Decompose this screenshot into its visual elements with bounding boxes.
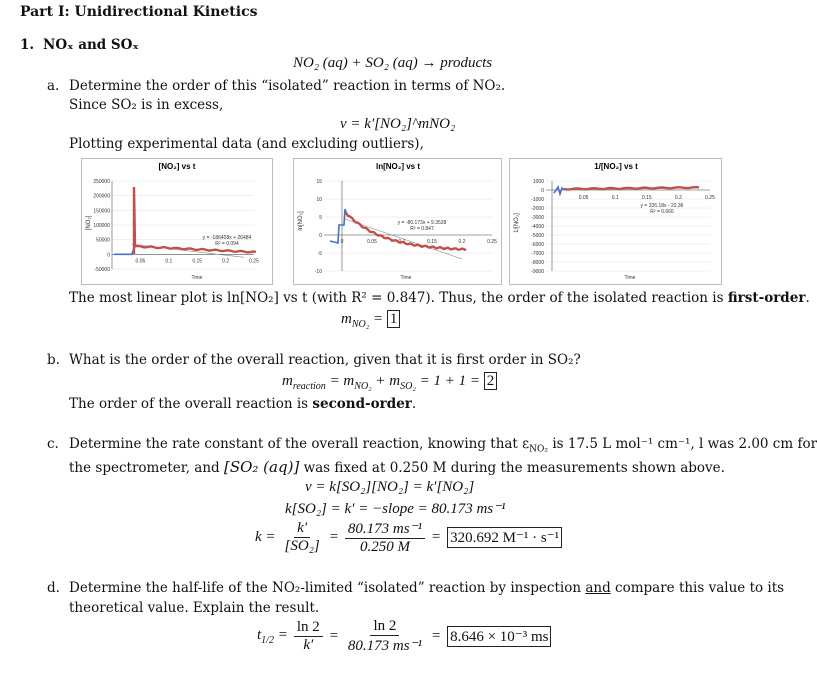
x-tick-label: 0.2 bbox=[674, 195, 682, 201]
series-early bbox=[554, 187, 565, 194]
chart-ylabel: [NO₂] bbox=[86, 215, 92, 231]
series-early bbox=[330, 209, 347, 243]
y-tick-label: 200000 bbox=[93, 193, 110, 200]
rate-law-equation: v = k′[NO₂]^mNO₂ bbox=[340, 116, 456, 132]
y-tick-label: 0 bbox=[541, 188, 544, 194]
question-c-letter: c. bbox=[47, 436, 59, 452]
y-tick-label: 5 bbox=[319, 215, 322, 221]
chart-ylabel: 1/[NO₂] bbox=[514, 213, 520, 233]
question-c-line1: Determine the rate constant of the overall reaction, knowing that $\varepsilon_{NO_2}$ is 17.5 L mol⁻¹ cm⁻¹, l was 2.00 cm for bbox=[69, 436, 817, 455]
x-tick-label: 0.15 bbox=[427, 239, 437, 245]
y-tick-label: -8000 bbox=[531, 260, 544, 266]
y-tick-label: -10 bbox=[314, 269, 322, 275]
chart-xlabel: Time bbox=[624, 275, 636, 281]
x-tick-label: 0.05 bbox=[578, 195, 589, 201]
x-tick-label: 0.05 bbox=[367, 239, 377, 245]
y-tick-label: -3000 bbox=[531, 215, 544, 221]
rate-equation: v = k[SO₂][NO₂] = k′[NO₂] bbox=[305, 479, 475, 495]
y-tick-label: 0 bbox=[319, 233, 322, 239]
overall-order-equation: $m_{reaction} = m_{NO_2} + m_{SO_2} = 1 + 1 = 2$ bbox=[282, 373, 497, 392]
y-tick-label: -2000 bbox=[531, 206, 544, 212]
y-tick-label: 0 bbox=[107, 252, 110, 259]
y-tick-label: -4000 bbox=[531, 224, 544, 230]
series-data bbox=[564, 187, 699, 189]
chart-title: [NO₂] vs t bbox=[158, 162, 196, 171]
question-a-since: Since SO₂ is in excess, bbox=[69, 97, 224, 113]
chart-ylabel: ln[NO₂] bbox=[298, 211, 304, 231]
series-data bbox=[346, 213, 466, 250]
chart-xlabel: Time bbox=[400, 275, 412, 281]
chart-title: 1/[NO₂] vs t bbox=[594, 162, 638, 171]
half-life-calculation: $t_{1/2}$ = $\frac{\ln 2}{k'}$ = $\frac{\ln 2}{\text{80.173 ms⁻¹}}$ = 8.646 × 10⁻³ ms bbox=[257, 618, 551, 655]
y-tick-label: -50000 bbox=[94, 267, 110, 273]
question-a-plotting: Plotting experimental data (and excluding outliers), bbox=[69, 136, 424, 152]
x-tick-label: 0.1 bbox=[398, 239, 406, 245]
y-tick-label: 1000 bbox=[532, 179, 544, 185]
question-b-text: What is the order of the overall reaction, given that it is first order in SO₂? bbox=[69, 352, 581, 368]
question-c-line2: the spectrometer, and [SO₂ (aq)] was fixed at 0.250 M during the measurements shown above. bbox=[69, 458, 725, 476]
x-tick-label: 0.15 bbox=[192, 258, 203, 265]
order-result: $m_{NO_2} = 1$ bbox=[341, 311, 400, 330]
chart-xlabel: Time bbox=[191, 275, 203, 281]
chart-inv-no2-vs-t bbox=[509, 158, 722, 285]
y-tick-label: 150000 bbox=[93, 208, 110, 215]
question-a-text: Determine the order of this “isolated” reaction in terms of NO₂. bbox=[69, 78, 506, 94]
trendline-equation: y = -186408x + 26484 bbox=[202, 235, 252, 241]
y-tick-label: 50000 bbox=[96, 237, 110, 244]
trendline-equation: y = -80.173x + 9.3528 bbox=[397, 220, 447, 226]
y-tick-label: 250000 bbox=[93, 179, 110, 185]
series-early bbox=[114, 250, 134, 254]
question-b-conclusion: The order of the overall reaction is second-order. bbox=[69, 396, 417, 412]
question-d-letter: d. bbox=[47, 580, 60, 596]
y-tick-label: 100000 bbox=[93, 223, 110, 229]
trendline-r2: R² = 0.666 bbox=[650, 209, 674, 215]
y-tick-label: -5 bbox=[317, 251, 322, 257]
x-tick-label: 0.25 bbox=[249, 258, 259, 265]
y-tick-label: 10 bbox=[316, 197, 322, 203]
y-tick-label: -9000 bbox=[531, 269, 544, 275]
trendline-r2: R² = 0.847 bbox=[410, 226, 434, 232]
y-tick-label: 15 bbox=[316, 179, 322, 185]
x-tick-label: 0.1 bbox=[611, 195, 619, 201]
reaction-equation: NO₂ (aq) + SO₂ (aq) → products bbox=[293, 55, 493, 71]
section-title: NOₓ and SOₓ bbox=[43, 37, 139, 53]
chart-ln-no2-vs-t bbox=[293, 158, 502, 285]
rate-constant-equation: k[SO₂] = k′ = −slope = 80.173 ms⁻¹ bbox=[285, 501, 506, 517]
trendline-equation: y = 326.18x - 22.36 bbox=[640, 203, 684, 209]
question-a-conclusion: The most linear plot is ln[NO₂] vs t (with R² = 0.847). Thus, the order of the isolated reaction is first-order. bbox=[69, 290, 810, 306]
x-tick-label: 0.1 bbox=[165, 258, 173, 265]
part-title: Part I: Unidirectional Kinetics bbox=[20, 4, 258, 20]
question-b-letter: b. bbox=[47, 352, 60, 368]
k-calculation: k = $\frac{k'}{\text{[SO₂]}}$ = $\frac{\text{80.173 ms⁻¹}}{0.250 M}$ = 320.692 M⁻¹ · s⁻¹ bbox=[255, 519, 562, 556]
x-tick-label: 0.2 bbox=[458, 239, 466, 245]
question-d-line2: theoretical value. Explain the result. bbox=[69, 600, 320, 616]
y-tick-label: -6000 bbox=[531, 242, 544, 248]
y-tick-label: -1000 bbox=[531, 197, 544, 203]
chart-no2-vs-t bbox=[81, 158, 273, 285]
chart-title: ln[NO₂] vs t bbox=[376, 162, 420, 171]
x-tick-label: 0.05 bbox=[135, 258, 146, 265]
x-tick-label: 0.25 bbox=[487, 239, 497, 245]
x-tick-label: 0.2 bbox=[222, 258, 230, 265]
section-number: 1. bbox=[20, 37, 35, 53]
x-tick-label: 0.25 bbox=[705, 195, 715, 201]
x-tick-label: 0 bbox=[340, 239, 344, 245]
question-d-line1: Determine the half-life of the NO₂-limited “isolated” reaction by inspection and compare this value to its bbox=[69, 580, 785, 596]
x-tick-label: 0.15 bbox=[641, 195, 652, 201]
trendline-r2: R² = 0.094 bbox=[215, 241, 239, 247]
question-a-letter: a. bbox=[47, 78, 60, 94]
y-tick-label: -5000 bbox=[531, 233, 544, 239]
y-tick-label: -7000 bbox=[531, 251, 544, 257]
